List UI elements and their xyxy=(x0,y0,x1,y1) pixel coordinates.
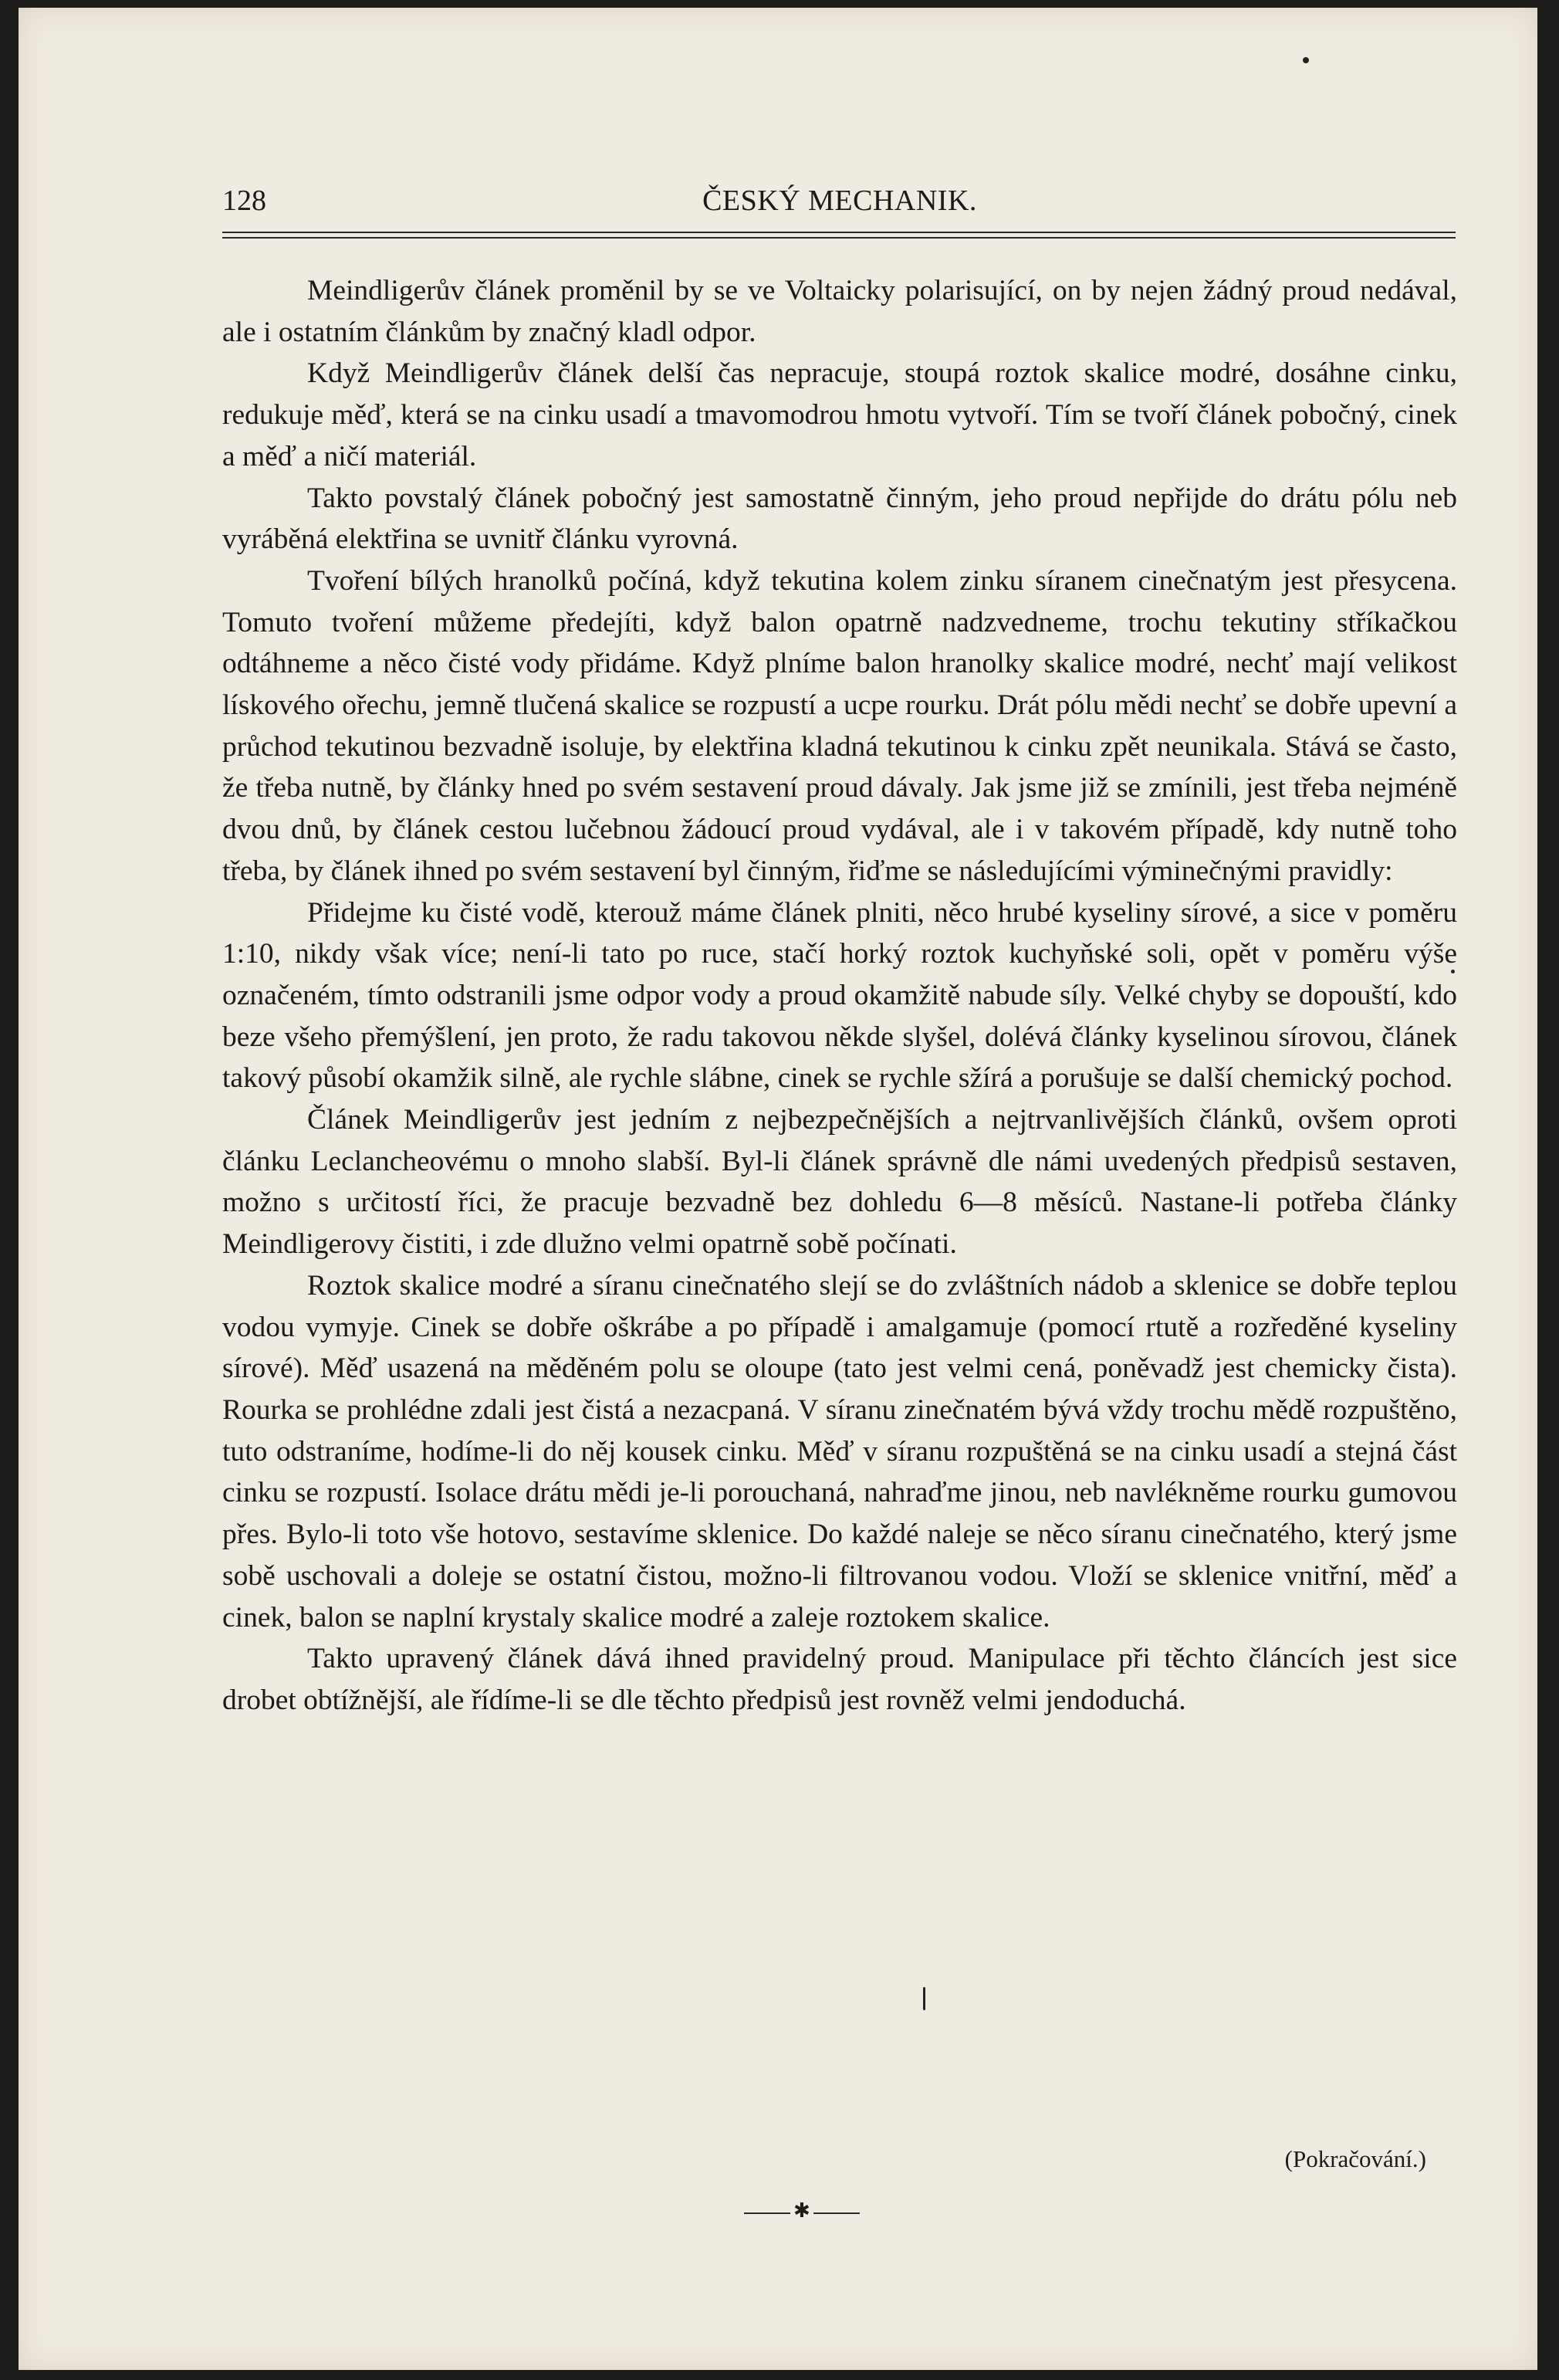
document-page xyxy=(19,8,1537,2370)
print-speck xyxy=(923,1987,925,2010)
running-title: ČESKÝ MECHANIK. xyxy=(702,185,977,217)
paragraph: Roztok skalice modré a síranu cinečnatého slejí se do zvláštních nádob a sklenice se dobře teplou vodou vymyje. Cinek se dobře oškrábe a po případě i amalgamuje (pomocí rtutě a rozředěné kyseliny sírové). Měď usazená na měděném polu se oloupe (tato jest velmi cená, poněvadž jest chemicky čista). Rourka se prohlédne zdali jest čistá a nezacpaná. V síranu zinečnatém bývá vždy trochu mědě rozpuštěno, tuto odstraníme, hodíme-li do něj kousek cinku. Měď v síranu rozpuštěná se na cinku usadí a stejná část cinku se rozpustí. Isolace drátu mědi je-li porouchaná, nahraďme jinou, neb navlékněme rourku gumovou přes. Bylo-li toto vše hotovo, sestavíme sklenice. Do každé naleje se něco síranu cinečnatého, který jsme sobě uschovali a doleje se ostatní čistou, možno-li filtrovanou vodou. Vloží se sklenice vnitřní, měď a cinek, balon se naplní krystaly skalice modré a zaleje roztokem skalice. xyxy=(222,1269,1457,1633)
print-speck xyxy=(1451,970,1455,973)
end-ornament xyxy=(744,2199,860,2223)
page-header xyxy=(222,184,1457,230)
paragraph: Takto upravený článek dává ihned pravidelný proud. Manipulace při těchto článcích jest sice drobet obtížnější, ale řídíme-li se dle těchto předpisů jest rovněž velmi jendoduchá. xyxy=(222,1643,1457,1716)
article-body xyxy=(222,270,1457,1722)
paragraph: Takto povstalý článek pobočný jest samostatně činným, jeho proud nepřijde do drátu pólu neb vyráběná elektřina se uvnitř článku vyrovná. xyxy=(222,482,1457,556)
continued-label: (Pokračování.) xyxy=(1284,2145,1426,2172)
header-rule-bottom xyxy=(222,237,1456,239)
paragraph: Přidejme ku čisté vodě, kterouž máme článek plniti, něco hrubé kyseliny sírové, a sice v poměru 1:10, nikdy však více; není-li tato po ruce, stačí horký roztok kuchyňské soli, opět v poměru výše označeném, tímto odstranili jsme odpor vody a proud okamžitě nabude síly. Velké chyby se dopouští, kdo beze všeho přemýšlení, jen proto, že radu takovou někde slyšel, dolévá články kyselinou sírovou, článek takový působí okamžik silně, ale rychle slábne, cinek se rychle sžírá a porušuje se další chemický pochod. xyxy=(222,896,1457,1095)
ornament-line-left xyxy=(744,2212,790,2214)
paragraph: Meindligerův článek proměnil by se ve Voltaicky polarisující, on by nejen žádný proud nedával, ale i ostatním článkům by značný kladl odpor. xyxy=(222,275,1457,348)
header-rule-top xyxy=(222,232,1456,233)
page-number: 128 xyxy=(222,185,266,217)
asterisk-ornament-icon: ✱ xyxy=(793,2199,810,2223)
paragraph: Když Meindligerův článek delší čas nepracuje, stoupá roztok skalice modré, dosáhne cinku, redukuje měď, která se na cinku usadí a tmavomodrou hmotu vytvoří. Tím se tvoří článek pobočný, cinek a měď a ničí materiál. xyxy=(222,357,1457,472)
paragraph: Článek Meindligerův jest jedním z nejbezpečnějších a nejtrvanlivějších článků, ovšem oproti článku Leclancheovému o mnoho slabší. Byl-li článek správně dle námi uvedených předpisů sestaven, možno s určitostí říci, že pracuje bezvadně bez dohledu 6—8 měsíců. Nastane-li potřeba články Meindligerovy čistiti, i zde dlužno velmi opatrně sobě počínati. xyxy=(222,1104,1457,1261)
ornament-line-right xyxy=(813,2212,860,2214)
closing-line xyxy=(222,2141,1457,2182)
paragraph: Tvoření bílých hranolků počíná, když tekutina kolem zinku síranem cinečnatým jest přesycena. Tomuto tvoření můžeme předejíti, když balon opatrně nadzvedneme, trochu tekutiny stříkačkou odtáhneme a něco čisté vody přidáme. Když plníme balon hranolky skalice modré, nechť mají velikost lískového ořechu, jemně tlučená skalice se rozpustí a ucpe rourku. Drát pólu mědi nechť se dobře upevní a průchod tekutinou bezvadně isoluje, by elektřina kladná tekutinou k cinku zpět neunikala. Stává se často, že třeba nutně, by články hned po svém sestavení proud dávaly. Jak jsme již se zmínili, jest třeba nejméně dvou dnů, by článek cestou lučebnou žádoucí proud vydával, ale i v takovém případě, kdy nutně toho třeba, by článek ihned po svém sestavení byl činným, řiďme se následujícími výminečnými pravidly: xyxy=(222,564,1457,887)
print-speck xyxy=(1303,57,1309,63)
